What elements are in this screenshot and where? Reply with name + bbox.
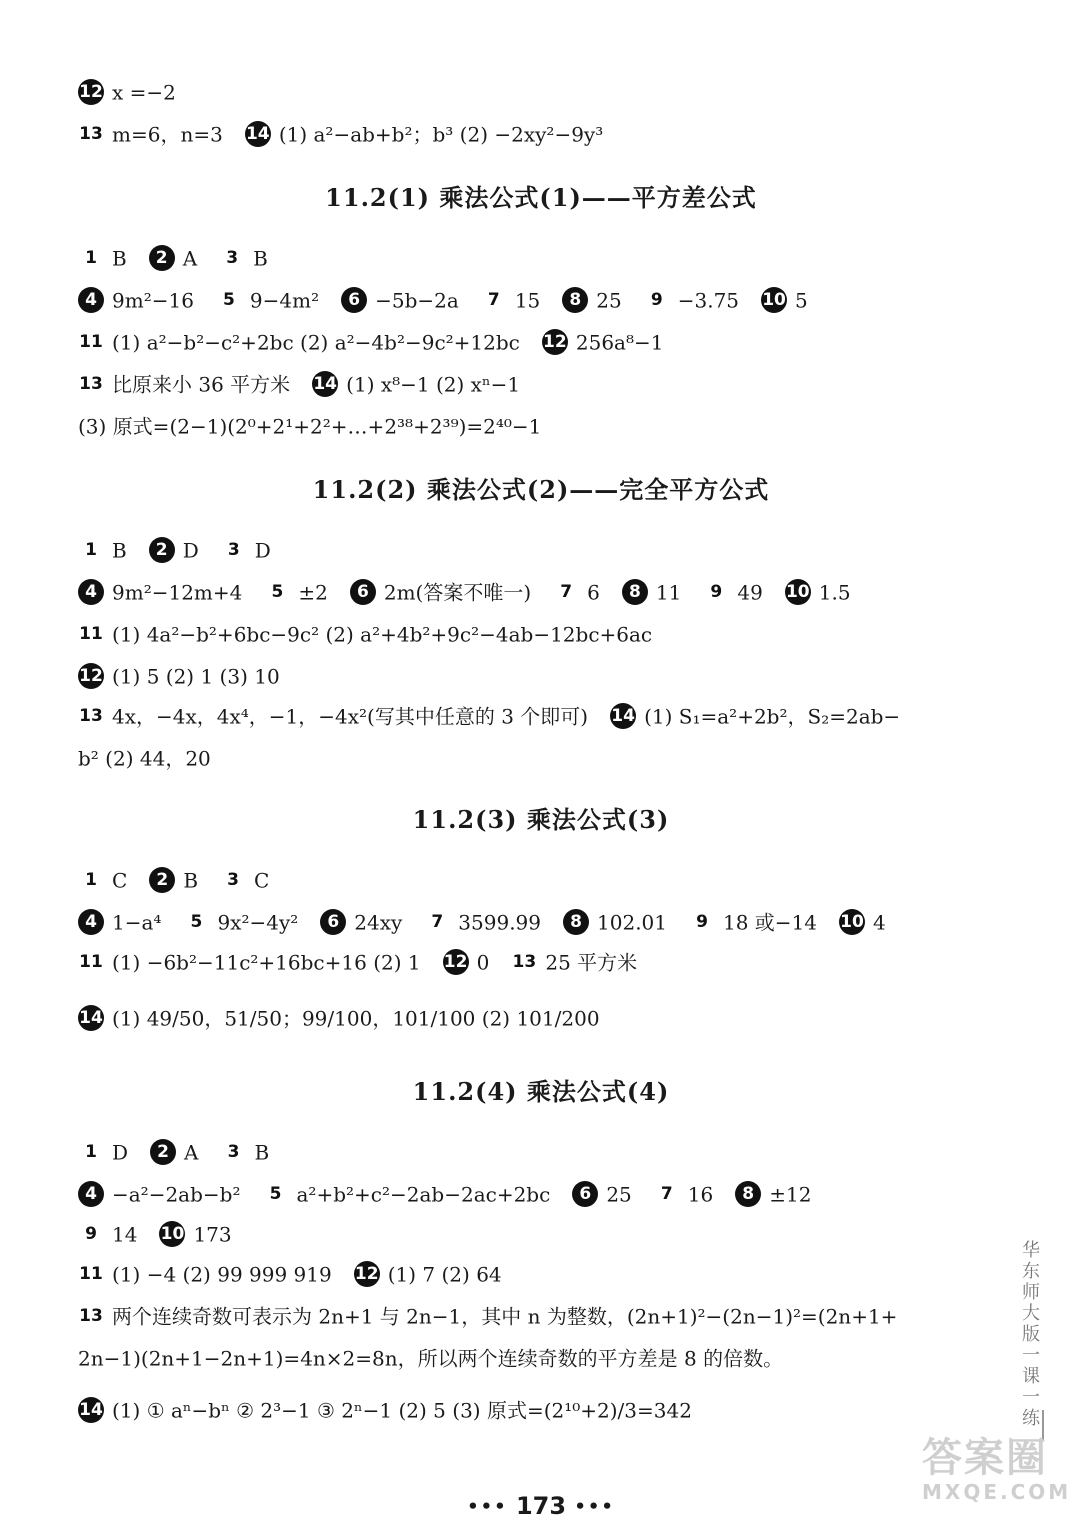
- answer-item: [78, 1003, 600, 1033]
- answer-text: 25: [596, 288, 622, 313]
- answer-item: [78, 1219, 137, 1249]
- watermark-sub-text: MXQE.COM: [922, 1480, 1072, 1504]
- answer-text: x =−2: [112, 80, 176, 105]
- answer-item: [341, 285, 459, 315]
- answer-text: C: [112, 868, 128, 893]
- answer-line: [78, 1258, 524, 1288]
- answer-item: [481, 285, 540, 315]
- answer-text: 1.5: [818, 580, 851, 605]
- answer-item: [542, 327, 664, 357]
- section-title: 11.2(4) 乘法公式(4): [412, 1077, 670, 1106]
- answer-text: 9m²−16: [112, 288, 194, 313]
- answer-text: 256a⁸−1: [575, 330, 664, 355]
- answer-item: [644, 285, 739, 315]
- answer-item: [78, 701, 588, 731]
- section-title: 11.2(2) 乘法公式(2)——完全平方公式: [312, 475, 770, 504]
- question-number-badge: 12: [78, 663, 104, 689]
- answer-item: [78, 1395, 692, 1425]
- answer-item: [78, 77, 176, 107]
- answer-item: [350, 577, 531, 607]
- answer-item: [159, 1219, 231, 1249]
- answer-line: [78, 618, 674, 648]
- question-number-badge: 5: [223, 290, 235, 311]
- answer-line: [78, 742, 233, 772]
- answer-item: [622, 577, 681, 607]
- answer-text: 25 平方米: [545, 950, 638, 975]
- answer-text: 173: [193, 1222, 232, 1247]
- question-number-badge: 8: [562, 287, 588, 313]
- answer-item: [511, 947, 637, 977]
- question-number-badge: 14: [245, 121, 271, 147]
- answer-text: 9m²−12m+4: [112, 580, 243, 605]
- answer-item: [735, 1179, 811, 1209]
- question-number-badge: 12: [354, 1261, 380, 1287]
- question-number-badge: 12: [443, 949, 469, 975]
- answer-line: [78, 1136, 291, 1166]
- question-number-badge: 4: [78, 287, 104, 313]
- answer-item: [320, 907, 402, 937]
- answer-item: [149, 243, 197, 273]
- answer-item: [78, 243, 127, 273]
- answer-text: 102.01: [597, 910, 667, 935]
- question-number-badge: 10: [159, 1221, 185, 1247]
- answer-text: 6: [587, 580, 600, 605]
- answer-line: [78, 410, 563, 440]
- answer-item: [245, 119, 603, 149]
- question-number-badge: 13: [79, 124, 103, 145]
- question-number-badge: 12: [542, 329, 568, 355]
- answer-text: (1) 7 (2) 64: [387, 1262, 502, 1287]
- answer-item: [785, 577, 851, 607]
- answer-text: D: [254, 538, 271, 563]
- answer-item: [78, 411, 541, 441]
- answer-text: 5: [795, 288, 808, 313]
- answer-item: [78, 743, 211, 773]
- question-number-badge: 7: [560, 582, 573, 603]
- answer-text: (1) a²−ab+b²；b³ (2) −2xy²−9y³: [278, 122, 604, 147]
- answer-text: D: [182, 538, 199, 563]
- question-number-badge: 9: [696, 912, 708, 933]
- footer-dots-right: •••: [574, 1496, 615, 1518]
- question-number-badge: 7: [660, 1184, 673, 1205]
- answer-item: [78, 1301, 897, 1331]
- question-number-badge: 2: [150, 1139, 176, 1165]
- section-title: 11.2(1) 乘法公式(1)——平方差公式: [325, 183, 757, 212]
- answer-line: [78, 118, 625, 148]
- answer-text: (3) 原式=(2−1)(2⁰+2¹+2²+…+2³⁸+2³⁹)=2⁴⁰−1: [78, 414, 542, 439]
- answer-text: −5b−2a: [375, 288, 459, 313]
- answer-text: −3.75: [677, 288, 740, 313]
- answer-text: (1) S₁=a²+2b²，S₂=2ab−: [644, 704, 901, 729]
- question-number-badge: 13: [79, 706, 103, 727]
- question-number-badge: 11: [79, 952, 103, 973]
- answer-text: (1) a²−b²−c²+2bc (2) a²−4b²−9c²+12bc: [112, 330, 520, 355]
- answer-line: [78, 1394, 714, 1424]
- answer-line: [78, 326, 685, 356]
- question-number-badge: 7: [487, 290, 500, 311]
- answer-item: [703, 577, 762, 607]
- answer-item: [221, 1137, 270, 1167]
- answer-line: [78, 700, 922, 730]
- answer-text: 15: [514, 288, 541, 313]
- answer-text: B: [112, 538, 127, 563]
- answer-item: [78, 661, 280, 691]
- answer-text: B: [183, 868, 199, 893]
- question-number-badge: 14: [610, 703, 636, 729]
- question-number-badge: 4: [78, 909, 104, 935]
- question-number-badge: 10: [761, 287, 787, 313]
- question-number-badge: 3: [226, 248, 239, 269]
- answer-text: A: [184, 1140, 199, 1165]
- answer-item: [183, 907, 298, 937]
- answer-item: [654, 1179, 713, 1209]
- question-number-badge: 11: [79, 332, 103, 353]
- watermark-logo: [922, 1436, 1072, 1516]
- answer-text: B: [253, 246, 268, 271]
- answer-text: D: [112, 1140, 129, 1165]
- answer-item: [78, 619, 652, 649]
- question-number-badge: 3: [227, 870, 239, 891]
- answer-item: [149, 865, 198, 895]
- answer-item: [78, 947, 421, 977]
- answer-item: [78, 1259, 332, 1289]
- answer-item: [839, 907, 886, 937]
- answer-text: (1) ① aⁿ−bⁿ ② 2³−1 ③ 2ⁿ−1 (2) 5 (3) 原式=(2¹⁰+2)/3=342: [112, 1398, 692, 1423]
- answer-text: 0: [476, 950, 490, 975]
- answer-line: [78, 1300, 919, 1330]
- answer-item: [78, 907, 161, 937]
- answer-item: [78, 577, 242, 607]
- question-number-badge: 8: [622, 579, 648, 605]
- question-number-badge: 10: [785, 579, 811, 605]
- question-number-badge: 12: [78, 79, 104, 105]
- answer-item: [150, 1137, 198, 1167]
- answer-item: [78, 119, 223, 149]
- question-number-badge: 1: [85, 870, 97, 891]
- question-number-badge: 2: [149, 537, 175, 563]
- side-book-title: 华东师大版一课一练: [1019, 1240, 1040, 1429]
- answer-item: [263, 1179, 551, 1209]
- answer-text: 两个连续奇数可表示为 2n+1 与 2n−1，其中 n 为整数，(2n+1)²−(2n−1)²=(2n+1+: [112, 1304, 898, 1329]
- page-footer: [0, 1492, 1082, 1520]
- question-number-badge: 10: [839, 909, 865, 935]
- answer-item: [78, 1137, 128, 1167]
- question-number-badge: 5: [269, 1184, 282, 1205]
- answer-item: [78, 865, 127, 895]
- question-number-badge: 1: [85, 248, 97, 269]
- question-number-badge: 9: [85, 1224, 97, 1245]
- answer-text: m=6，n=3: [112, 122, 223, 147]
- answer-text: 2n−1)(2n+1−2n+1)=4n×2=8n，所以两个连续奇数的平方差是 8 的倍数。: [78, 1346, 784, 1371]
- question-number-badge: 13: [79, 374, 103, 395]
- answer-text: (1) 5 (2) 1 (3) 10: [112, 664, 280, 689]
- answer-text: (1) x⁸−1 (2) xⁿ−1: [346, 372, 521, 397]
- question-number-badge: 9: [710, 582, 723, 603]
- answer-item: [689, 907, 817, 937]
- answer-text: B: [112, 246, 127, 271]
- question-number-badge: 6: [350, 579, 376, 605]
- answer-line: [78, 76, 198, 106]
- question-number-badge: 7: [431, 912, 444, 933]
- answer-item: [78, 1343, 783, 1373]
- answer-line: [78, 660, 302, 690]
- question-number-badge: 11: [79, 624, 103, 645]
- answer-item: [219, 243, 268, 273]
- section-title: 11.2(3) 乘法公式(3): [412, 805, 670, 834]
- answer-text: A: [182, 246, 198, 271]
- answer-text: a²+b²+c²−2ab−2ac+2bc: [296, 1182, 551, 1207]
- answer-text: 24xy: [354, 910, 403, 935]
- answer-item: [78, 327, 520, 357]
- answer-text: 11: [655, 580, 682, 605]
- answer-item: [78, 369, 290, 399]
- question-number-badge: 6: [572, 1181, 598, 1207]
- answer-text: (1) −6b²−11c²+16bc+16 (2) 1: [112, 950, 421, 975]
- answer-line: [78, 864, 291, 894]
- answer-text: 9−4m²: [249, 288, 320, 313]
- watermark-main-text: 答案圈: [922, 1435, 1048, 1481]
- answer-text: 25: [606, 1182, 632, 1207]
- footer-dots-left: •••: [467, 1496, 508, 1518]
- question-number-badge: 3: [227, 540, 240, 561]
- answer-text: −a²−2ab−b²: [112, 1182, 241, 1207]
- answer-line: [78, 368, 542, 398]
- answer-text: 49: [737, 580, 763, 605]
- answer-text: C: [254, 868, 270, 893]
- question-number-badge: 4: [78, 1181, 104, 1207]
- answer-item: [553, 577, 600, 607]
- answer-line: [78, 242, 290, 272]
- answer-item: [149, 535, 199, 565]
- question-number-badge: 1: [85, 1142, 97, 1163]
- answer-item: [78, 1179, 241, 1209]
- question-number-badge: 14: [78, 1397, 104, 1423]
- answer-line: [78, 576, 873, 606]
- answer-text: b² (2) 44，20: [78, 746, 211, 771]
- answer-text: B: [254, 1140, 270, 1165]
- answer-item: [572, 1179, 631, 1209]
- answer-item: [761, 285, 808, 315]
- answer-line: [78, 1002, 622, 1032]
- answer-item: [354, 1259, 502, 1289]
- answer-item: [424, 907, 541, 937]
- answer-text: (1) 4a²−b²+6bc−9c² (2) a²+4b²+9c²−4ab−12bc+6ac: [112, 622, 653, 647]
- answer-text: (1) 49/50，51/50；99/100，101/100 (2) 101/200: [112, 1006, 600, 1031]
- question-number-badge: 5: [190, 912, 203, 933]
- question-number-badge: 11: [79, 1264, 103, 1285]
- answer-item: [264, 577, 327, 607]
- answer-item: [443, 947, 490, 977]
- answer-line: [78, 1342, 805, 1372]
- answer-text: 14: [112, 1222, 138, 1247]
- answer-item: [221, 535, 271, 565]
- question-number-badge: 9: [650, 290, 663, 311]
- answer-text: 9x²−4y²: [217, 910, 299, 935]
- answer-text: (1) −4 (2) 99 999 919: [112, 1262, 332, 1287]
- answer-item: [312, 369, 520, 399]
- answer-text: 3599.99: [458, 910, 542, 935]
- answer-text: 2m(答案不唯一): [383, 580, 532, 605]
- question-number-badge: 4: [78, 579, 104, 605]
- answer-line: [78, 534, 293, 564]
- answer-text: 18 或−14: [723, 910, 818, 935]
- answer-item: [562, 285, 621, 315]
- answer-text: 16: [687, 1182, 714, 1207]
- question-number-badge: 8: [563, 909, 589, 935]
- question-number-badge: 14: [312, 371, 338, 397]
- page-number: 173: [515, 1492, 567, 1520]
- question-number-badge: 13: [512, 952, 537, 973]
- answer-line: [78, 906, 908, 936]
- question-number-badge: 2: [149, 867, 175, 893]
- answer-line: [78, 946, 659, 976]
- answer-item: [78, 535, 127, 565]
- answer-text: 1−a⁴: [112, 910, 162, 935]
- answer-line: [78, 1218, 254, 1248]
- answer-text: ±2: [298, 580, 328, 605]
- answer-text: 4: [873, 910, 886, 935]
- answer-text: 比原来小 36 平方米: [112, 372, 291, 397]
- answer-item: [563, 907, 667, 937]
- answer-text: ±12: [769, 1182, 812, 1207]
- question-number-badge: 3: [227, 1142, 240, 1163]
- answer-line: [78, 1178, 833, 1208]
- answer-item: [78, 285, 194, 315]
- question-number-badge: 13: [79, 1306, 103, 1327]
- answer-item: [216, 285, 319, 315]
- question-number-badge: 14: [78, 1005, 104, 1031]
- answer-text: 4x，−4x，4x⁴，−1，−4x²(写其中任意的 3 个即可): [112, 704, 589, 729]
- answer-line: [78, 284, 830, 314]
- question-number-badge: 6: [341, 287, 367, 313]
- question-number-badge: 5: [271, 582, 284, 603]
- question-number-badge: 2: [149, 245, 175, 271]
- answer-item: [610, 701, 900, 731]
- question-number-badge: 1: [85, 540, 97, 561]
- question-number-badge: 6: [320, 909, 346, 935]
- question-number-badge: 8: [735, 1181, 761, 1207]
- answer-item: [220, 865, 269, 895]
